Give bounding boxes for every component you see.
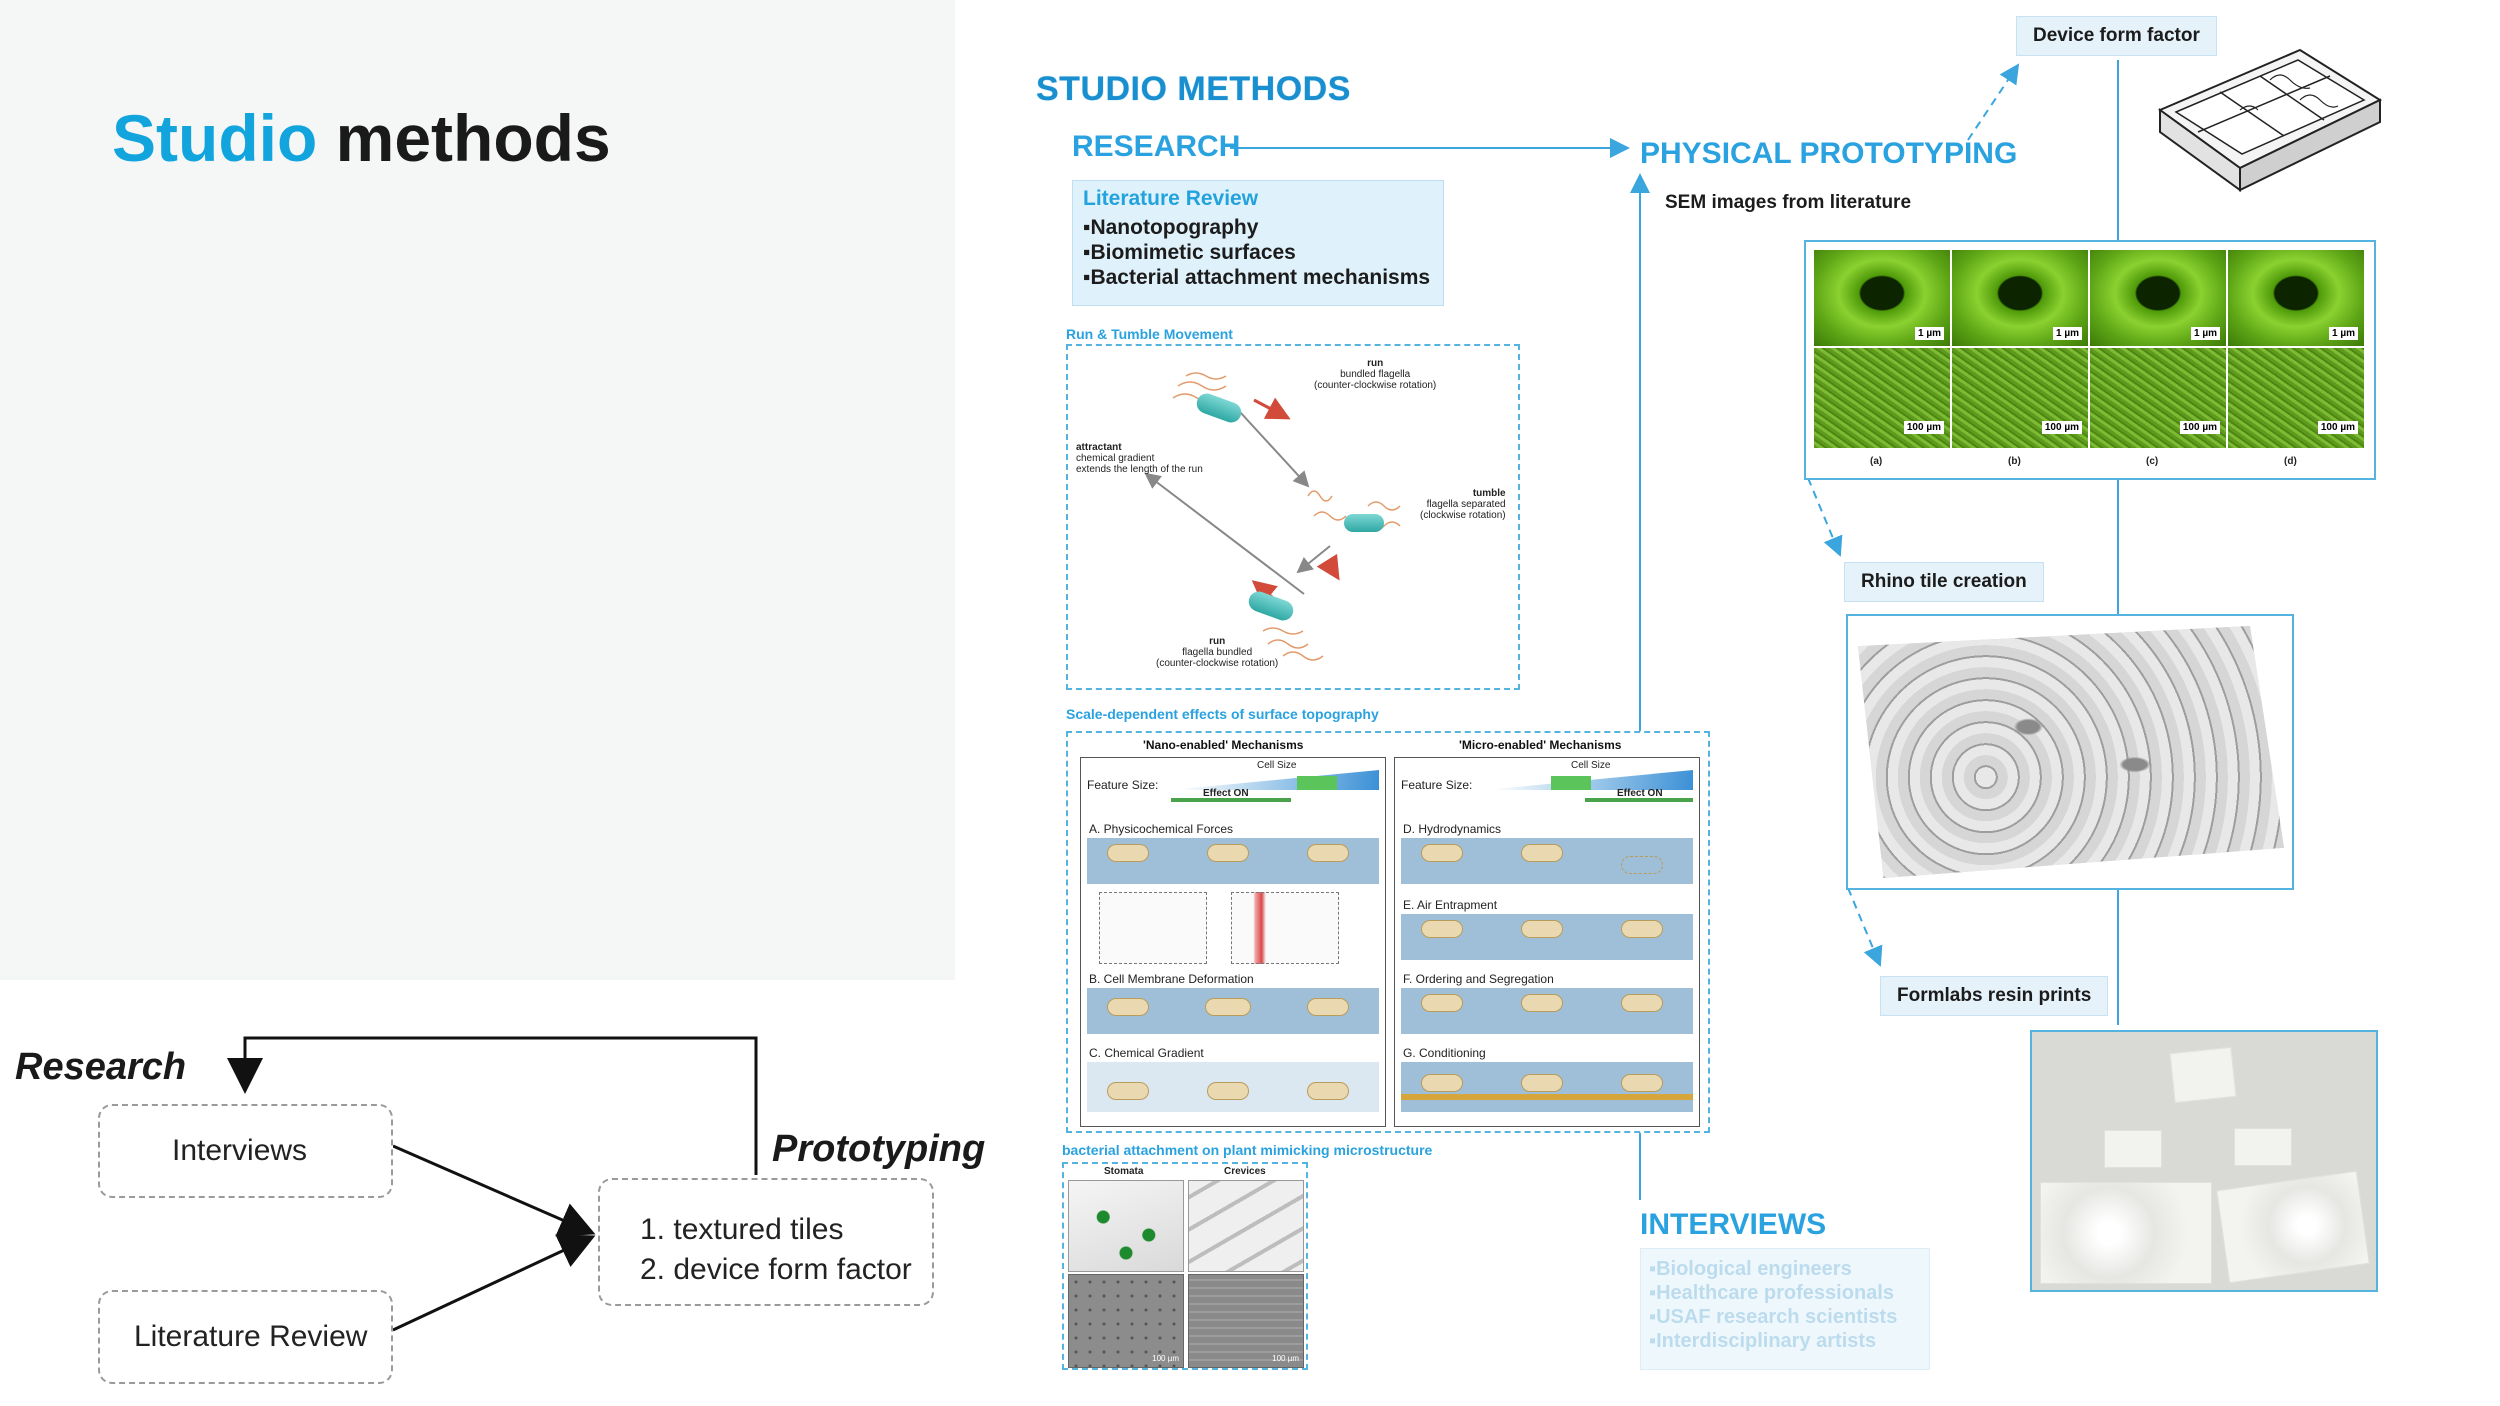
micro-title: 'Micro-enabled' Mechanisms: [1459, 738, 1622, 752]
sem-caption: SEM images from literature: [1665, 192, 1912, 213]
sem-panel-label: (a): [1870, 456, 1883, 467]
interviews-panel: [1640, 1248, 1930, 1370]
scale-caption: Scale-dependent effects of surface topography: [1066, 706, 1379, 722]
nano-row-a-diagram: [1087, 838, 1379, 884]
literature-review-text: Literature Review: [134, 1320, 368, 1353]
rhino-tile-render: [1858, 626, 2284, 878]
interviewee-item: ▪Biological engineers: [1649, 1258, 1852, 1280]
formlabs-photo: [2030, 1030, 2378, 1292]
micro-row-f: F. Ordering and Segregation: [1403, 972, 1554, 986]
run-bottom-label: [1156, 636, 1278, 669]
nano-row-b-diagram: [1087, 988, 1379, 1034]
run-tumble-caption: Run & Tumble Movement: [1066, 326, 1233, 342]
sem-tile-top: [2090, 250, 2226, 346]
crevices-scale: 100 µm: [1272, 1354, 1299, 1363]
physical-prototyping-heading: PHYSICAL PROTOTYPING: [1640, 137, 2018, 170]
crevices-label: Crevices: [1224, 1166, 1266, 1177]
sem-scale: 1 µm: [2053, 327, 2082, 340]
run-bottom-line: run: [1209, 636, 1226, 647]
plant-figure: [1062, 1162, 1308, 1370]
sem-tile-top: [1952, 250, 2088, 346]
micro-cell-band: [1551, 776, 1591, 790]
stomata-scale: 100 µm: [1152, 1354, 1179, 1363]
title-accent: Studio: [112, 101, 318, 175]
rhino-render-frame: [1846, 614, 2294, 890]
tumble-line: flagella separated: [1426, 499, 1506, 510]
micro-row-g: G. Conditioning: [1403, 1046, 1486, 1060]
attractant-label: [1076, 442, 1203, 475]
nano-effect-on: Effect ON: [1203, 788, 1249, 799]
nano-row-b: B. Cell Membrane Deformation: [1089, 972, 1254, 986]
sem-scale: 100 µm: [2042, 421, 2082, 434]
rhino-tag: Rhino tile creation: [1844, 562, 2044, 602]
micro-panel: [1394, 738, 1700, 1127]
micro-row-d-diagram: [1401, 838, 1693, 884]
sem-scale: 1 µm: [2191, 327, 2220, 340]
sem-tile-bottom: [2090, 348, 2226, 448]
nano-row-c: C. Chemical Gradient: [1089, 1046, 1204, 1060]
crevices-render: [1188, 1180, 1304, 1272]
resin-print: [2216, 1171, 2370, 1284]
nano-feature-size: Feature Size:: [1087, 778, 1159, 792]
run-top-line: (counter-clockwise rotation): [1314, 380, 1437, 391]
sem-scale: 100 µm: [2318, 421, 2358, 434]
micro-row-d: D. Hydrodynamics: [1403, 822, 1502, 836]
scale-figure: [1066, 731, 1710, 1133]
nano-feature-gradient: [1171, 770, 1379, 790]
run-bottom-line: (counter-clockwise rotation): [1156, 658, 1279, 669]
research-heading: RESEARCH: [1072, 130, 1241, 163]
lit-review-item: ▪Nanotopography: [1083, 216, 1259, 239]
sem-scale: 100 µm: [2180, 421, 2220, 434]
title-rest: methods: [335, 101, 611, 175]
nano-row-c-diagram: [1087, 1062, 1379, 1112]
tumble-label: [1420, 488, 1506, 521]
nano-title: 'Nano-enabled' Mechanisms: [1143, 738, 1304, 752]
bacterium-shape: [1344, 514, 1384, 532]
micro-feature-size: Feature Size:: [1401, 778, 1473, 792]
tumble-line: (clockwise rotation): [1420, 510, 1506, 521]
sem-scale: 100 µm: [1904, 421, 1944, 434]
resin-print: [2234, 1128, 2292, 1166]
stomata-render: [1068, 1180, 1184, 1272]
interviewee-item: ▪Healthcare professionals: [1649, 1282, 1894, 1304]
energy-plot: [1099, 892, 1207, 964]
lit-review-item: ▪Bacterial attachment mechanisms: [1083, 266, 1431, 289]
run-top-line: bundled flagella: [1340, 369, 1411, 380]
run-top-line: run: [1367, 358, 1384, 369]
run-top-label: [1314, 358, 1436, 391]
output-item: 2. device form factor: [640, 1253, 912, 1286]
literature-review-panel: [1072, 180, 1444, 306]
micro-row-f-diagram: [1401, 988, 1693, 1034]
nano-panel: [1080, 738, 1386, 1127]
lit-review-heading: Literature Review: [1083, 187, 1259, 210]
sem-panel-label: (b): [2008, 456, 2021, 467]
run-bottom-line: flagella bundled: [1182, 647, 1253, 658]
run-tumble-figure: [1066, 344, 1520, 690]
formlabs-tag: Formlabs resin prints: [1880, 976, 2108, 1016]
prototyping-label: Prototyping: [772, 1128, 986, 1170]
interviewee-item: ▪Interdisciplinary artists: [1649, 1330, 1877, 1352]
resin-print: [2104, 1130, 2162, 1168]
sem-tile-bottom: [1952, 348, 2088, 448]
micro-row-e-diagram: [1401, 914, 1693, 960]
sem-tile-top: [2228, 250, 2364, 346]
tumble-line: tumble: [1472, 488, 1506, 499]
sem-tile-bottom: [1814, 348, 1950, 448]
micro-cell-size: Cell Size: [1571, 760, 1611, 771]
micro-row-g-diagram: [1401, 1062, 1693, 1112]
plant-caption: bacterial attachment on plant mimicking microstructure: [1062, 1142, 1433, 1158]
sem-tile-top: [1814, 250, 1950, 346]
interviews-text: Interviews: [172, 1134, 308, 1167]
interviewee-item: ▪USAF research scientists: [1649, 1306, 1898, 1328]
attractant-line: chemical gradient: [1076, 453, 1155, 464]
energy-plot: [1231, 892, 1339, 964]
sem-scale: 1 µm: [1915, 327, 1944, 340]
lit-review-item: ▪Biomimetic surfaces: [1083, 241, 1296, 264]
sem-panel-label: (d): [2284, 456, 2297, 467]
resin-print: [2040, 1182, 2212, 1284]
micro-effect-on: Effect ON: [1617, 788, 1663, 799]
research-label: Research: [15, 1046, 187, 1088]
micro-row-e: E. Air Entrapment: [1403, 898, 1498, 912]
nano-cell-band: [1297, 776, 1337, 790]
resin-print: [2170, 1047, 2237, 1103]
interviews-heading: INTERVIEWS: [1640, 1208, 1827, 1241]
output-item: 1. textured tiles: [640, 1213, 844, 1246]
nano-row-a: A. Physicochemical Forces: [1089, 822, 1234, 836]
lit-review-list: [1083, 215, 1430, 290]
sem-scale: 1 µm: [2329, 327, 2358, 340]
device-form-factor-tag: Device form factor: [2016, 16, 2217, 56]
sem-figure: [1804, 240, 2376, 480]
attractant-line: attractant: [1076, 442, 1122, 453]
sem-tile-bottom: [2228, 348, 2364, 448]
stomata-sem: [1068, 1274, 1184, 1368]
interviews-list: [1649, 1257, 1897, 1353]
poster-title: STUDIO METHODS: [1036, 70, 1351, 108]
device-render: [2150, 40, 2390, 200]
sem-panel-label: (c): [2146, 456, 2159, 467]
crevices-sem: [1188, 1274, 1304, 1368]
stomata-label: Stomata: [1104, 1166, 1144, 1177]
attractant-line: extends the length of the run: [1076, 464, 1203, 475]
nano-cell-size: Cell Size: [1257, 760, 1297, 771]
